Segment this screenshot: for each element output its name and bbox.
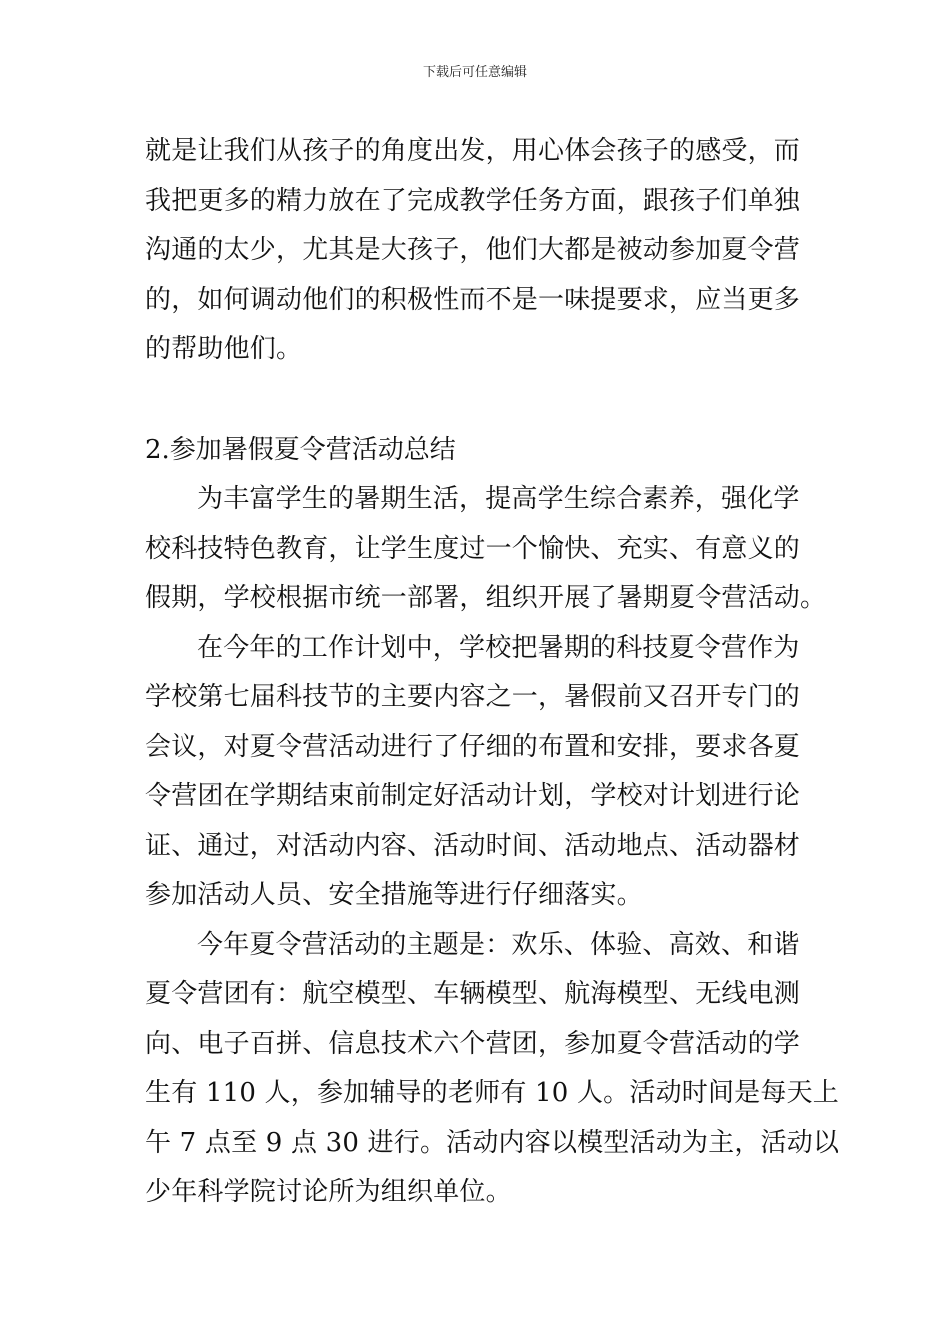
text-line: 在今年的工作计划中，学校把暑期的科技夏令营作为 <box>197 632 800 663</box>
text-line: 我把更多的精力放在了完成教学任务方面，跟孩子们单独 <box>145 185 801 216</box>
text-line: 学校第七届科技节的主要内容之一，暑假前又召开专门的 <box>145 682 801 712</box>
text-line: 向、电子百拼、信息技术六个营团，参加夏令营活动的学 <box>145 1028 801 1059</box>
text-line: 夏令营团有：航空模型、车辆模型、航海模型、无线电测 <box>145 979 801 1009</box>
text-line: 令营团在学期结束前制定好活动计划，学校对计划进行论 <box>145 781 801 811</box>
text-line: 的，如何调动他们的积极性而不是一味提要求，应当更多 <box>145 284 801 315</box>
text-line: 今年夏令营活动的主题是：欢乐、体验、高效、和谐 <box>197 929 800 960</box>
page-header: 下载后可任意编辑 <box>422 65 527 80</box>
text-line: 的帮助他们。 <box>145 334 303 364</box>
section-heading: 2.参加暑假夏令营活动总结 <box>145 435 456 465</box>
text-line: 参加活动人员、安全措施等进行仔细落实。 <box>145 880 643 910</box>
text-line: 会议，对夏令营活动进行了仔细的布置和安排，要求各夏 <box>145 731 801 762</box>
text-line: 为丰富学生的暑期生活，提高学生综合素养，强化学 <box>197 484 800 514</box>
text-line: 生有 110 人，参加辅导的老师有 10 人。活动时间是每天上 <box>145 1078 839 1108</box>
text-line: 沟通的太少，尤其是大孩子，他们大都是被动参加夏令营 <box>145 235 801 265</box>
text-line: 少年科学院讨论所为组织单位。 <box>145 1177 512 1207</box>
text-line: 午 7 点至 9 点 30 进行。活动内容以模型活动为主，活动以 <box>145 1127 840 1158</box>
text-line: 证、通过，对活动内容、活动时间、活动地点、活动器材 <box>145 830 801 861</box>
text-line: 校科技特色教育，让学生度过一个愉快、充实、有意义的 <box>145 533 801 564</box>
section-body <box>145 475 840 1218</box>
text-line: 就是让我们从孩子的角度出发，用心体会孩子的感受，而 <box>145 136 801 166</box>
continued-paragraph <box>145 127 807 375</box>
text-line: 假期，学校根据市统一部署，组织开展了暑期夏令营活动。 <box>145 583 827 613</box>
